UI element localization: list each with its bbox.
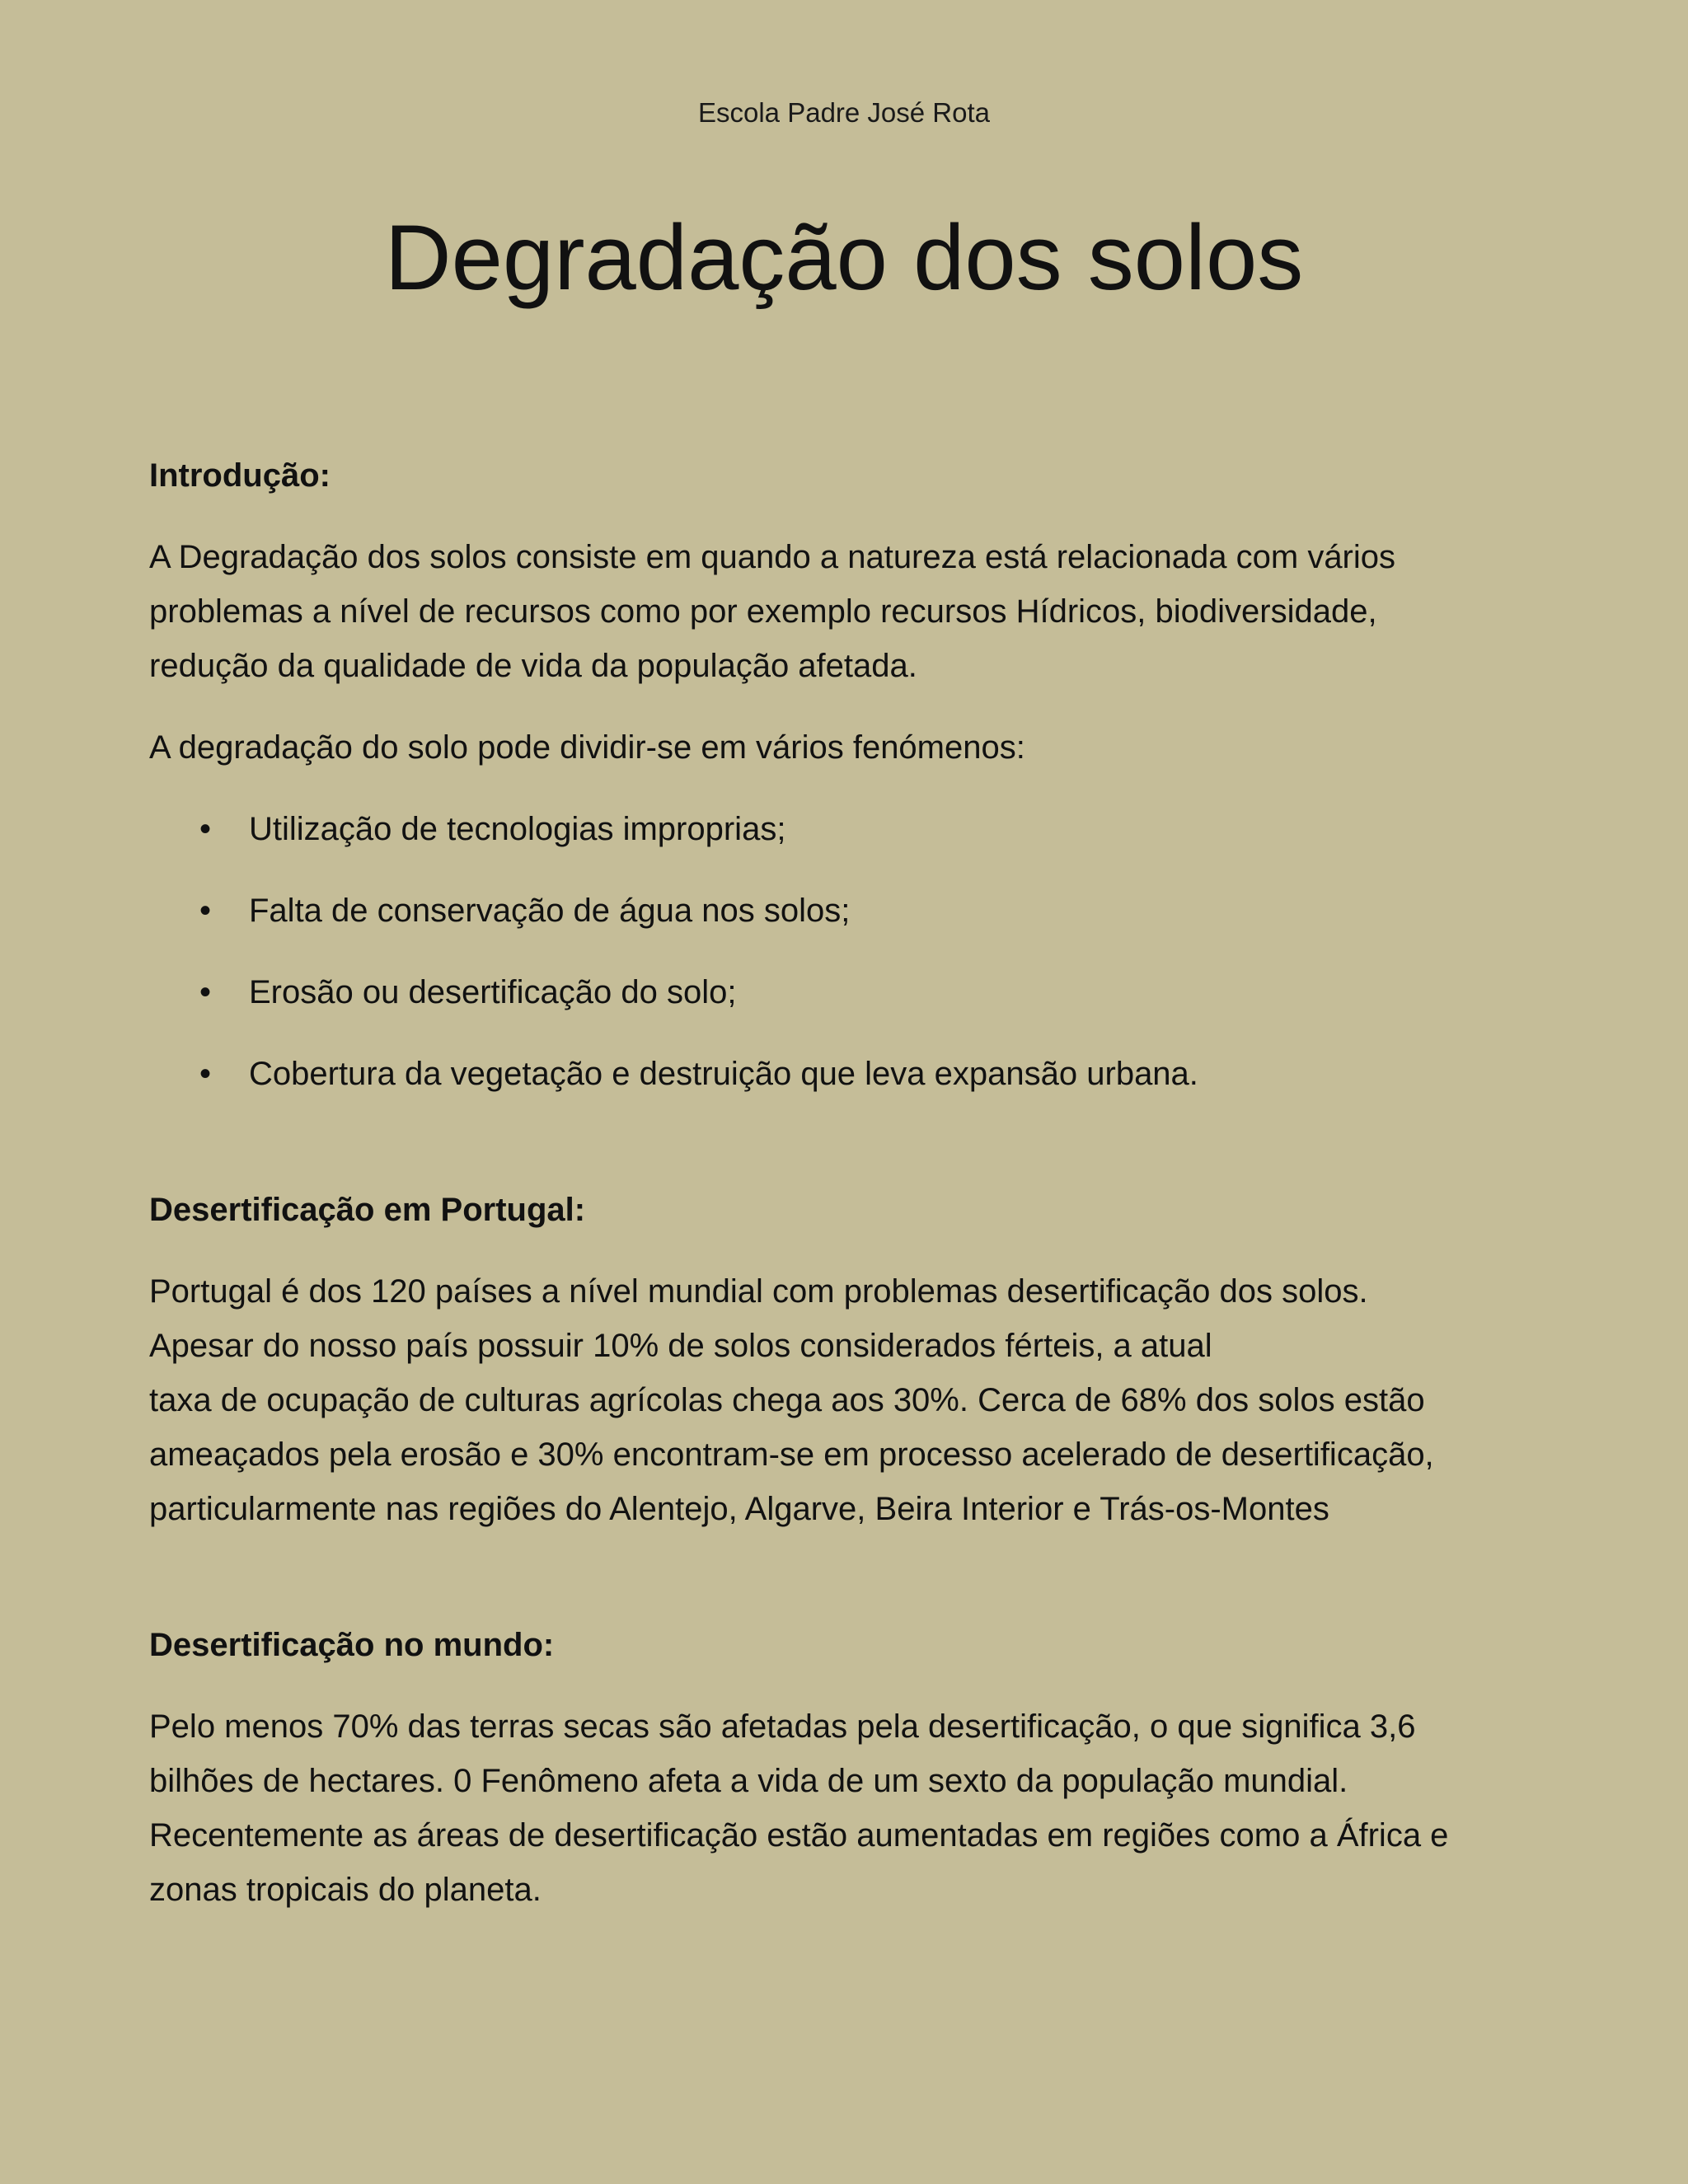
- bullet-icon: •: [199, 811, 212, 847]
- school-header: Escola Padre José Rota: [697, 97, 991, 128]
- section-desertificacao-portugal: [149, 1183, 1550, 1536]
- section-heading: Desertificação em Portugal:: [149, 1192, 586, 1228]
- list-item-text: Falta de conservação de água nos solos;: [249, 893, 851, 929]
- page-title: Degradação dos solos: [384, 206, 1304, 309]
- section-introducao: [149, 448, 1550, 1101]
- list-item-text: Erosão ou desertificação do solo;: [249, 974, 737, 1010]
- paragraph: A degradação do solo pode dividir-se em vários fenómenos:: [149, 729, 1025, 766]
- list-item: [149, 965, 1550, 1019]
- bullet-list: [149, 802, 1550, 1101]
- bullet-icon: •: [199, 974, 212, 1010]
- document-body: [149, 448, 1550, 1917]
- list-item: [149, 883, 1550, 938]
- list-item: [149, 1047, 1550, 1101]
- list-item: [149, 802, 1550, 856]
- section-heading: Desertificação no mundo:: [149, 1627, 555, 1663]
- paragraph: Pelo menos 70% das terras secas são afetadas pela desertificação, o que significa 3,6 bilhões de hectares. 0 Fenômeno afeta a vida de um sexto da população mundial. Recentemente as áreas de desertificação estão aumentadas em regiões como a África e zonas tropicais do planeta.: [149, 1708, 1449, 1908]
- list-item-text: Cobertura da vegetação e destruição que leva expansão urbana.: [249, 1056, 1198, 1092]
- paragraph: Portugal é dos 120 países a nível mundial com problemas desertificação dos solos. Apesar do nosso país possuir 10% de solos considerados férteis, a atual taxa de ocupação de culturas agrícolas chega aos 30%. Cerca de 68% dos solos estão ameaçados pela erosão e 30% encontram-se em processo acelerado de desertificação, particularmente nas regiões do Alentejo, Algarve, Beira Interior e Trás-os-Montes: [149, 1273, 1434, 1527]
- bullet-icon: •: [199, 893, 212, 929]
- list-item-text: Utilização de tecnologias improprias;: [249, 811, 786, 847]
- paragraph: A Degradação dos solos consiste em quando a natureza está relacionada com vários problemas a nível de recursos como por exemplo recursos Hídricos, biodiversidade, redução da qualidade de vida da população afetada.: [149, 539, 1396, 684]
- section-heading: Introdução:: [149, 457, 331, 494]
- section-desertificacao-mundo: [149, 1618, 1550, 1917]
- bullet-icon: •: [199, 1056, 212, 1092]
